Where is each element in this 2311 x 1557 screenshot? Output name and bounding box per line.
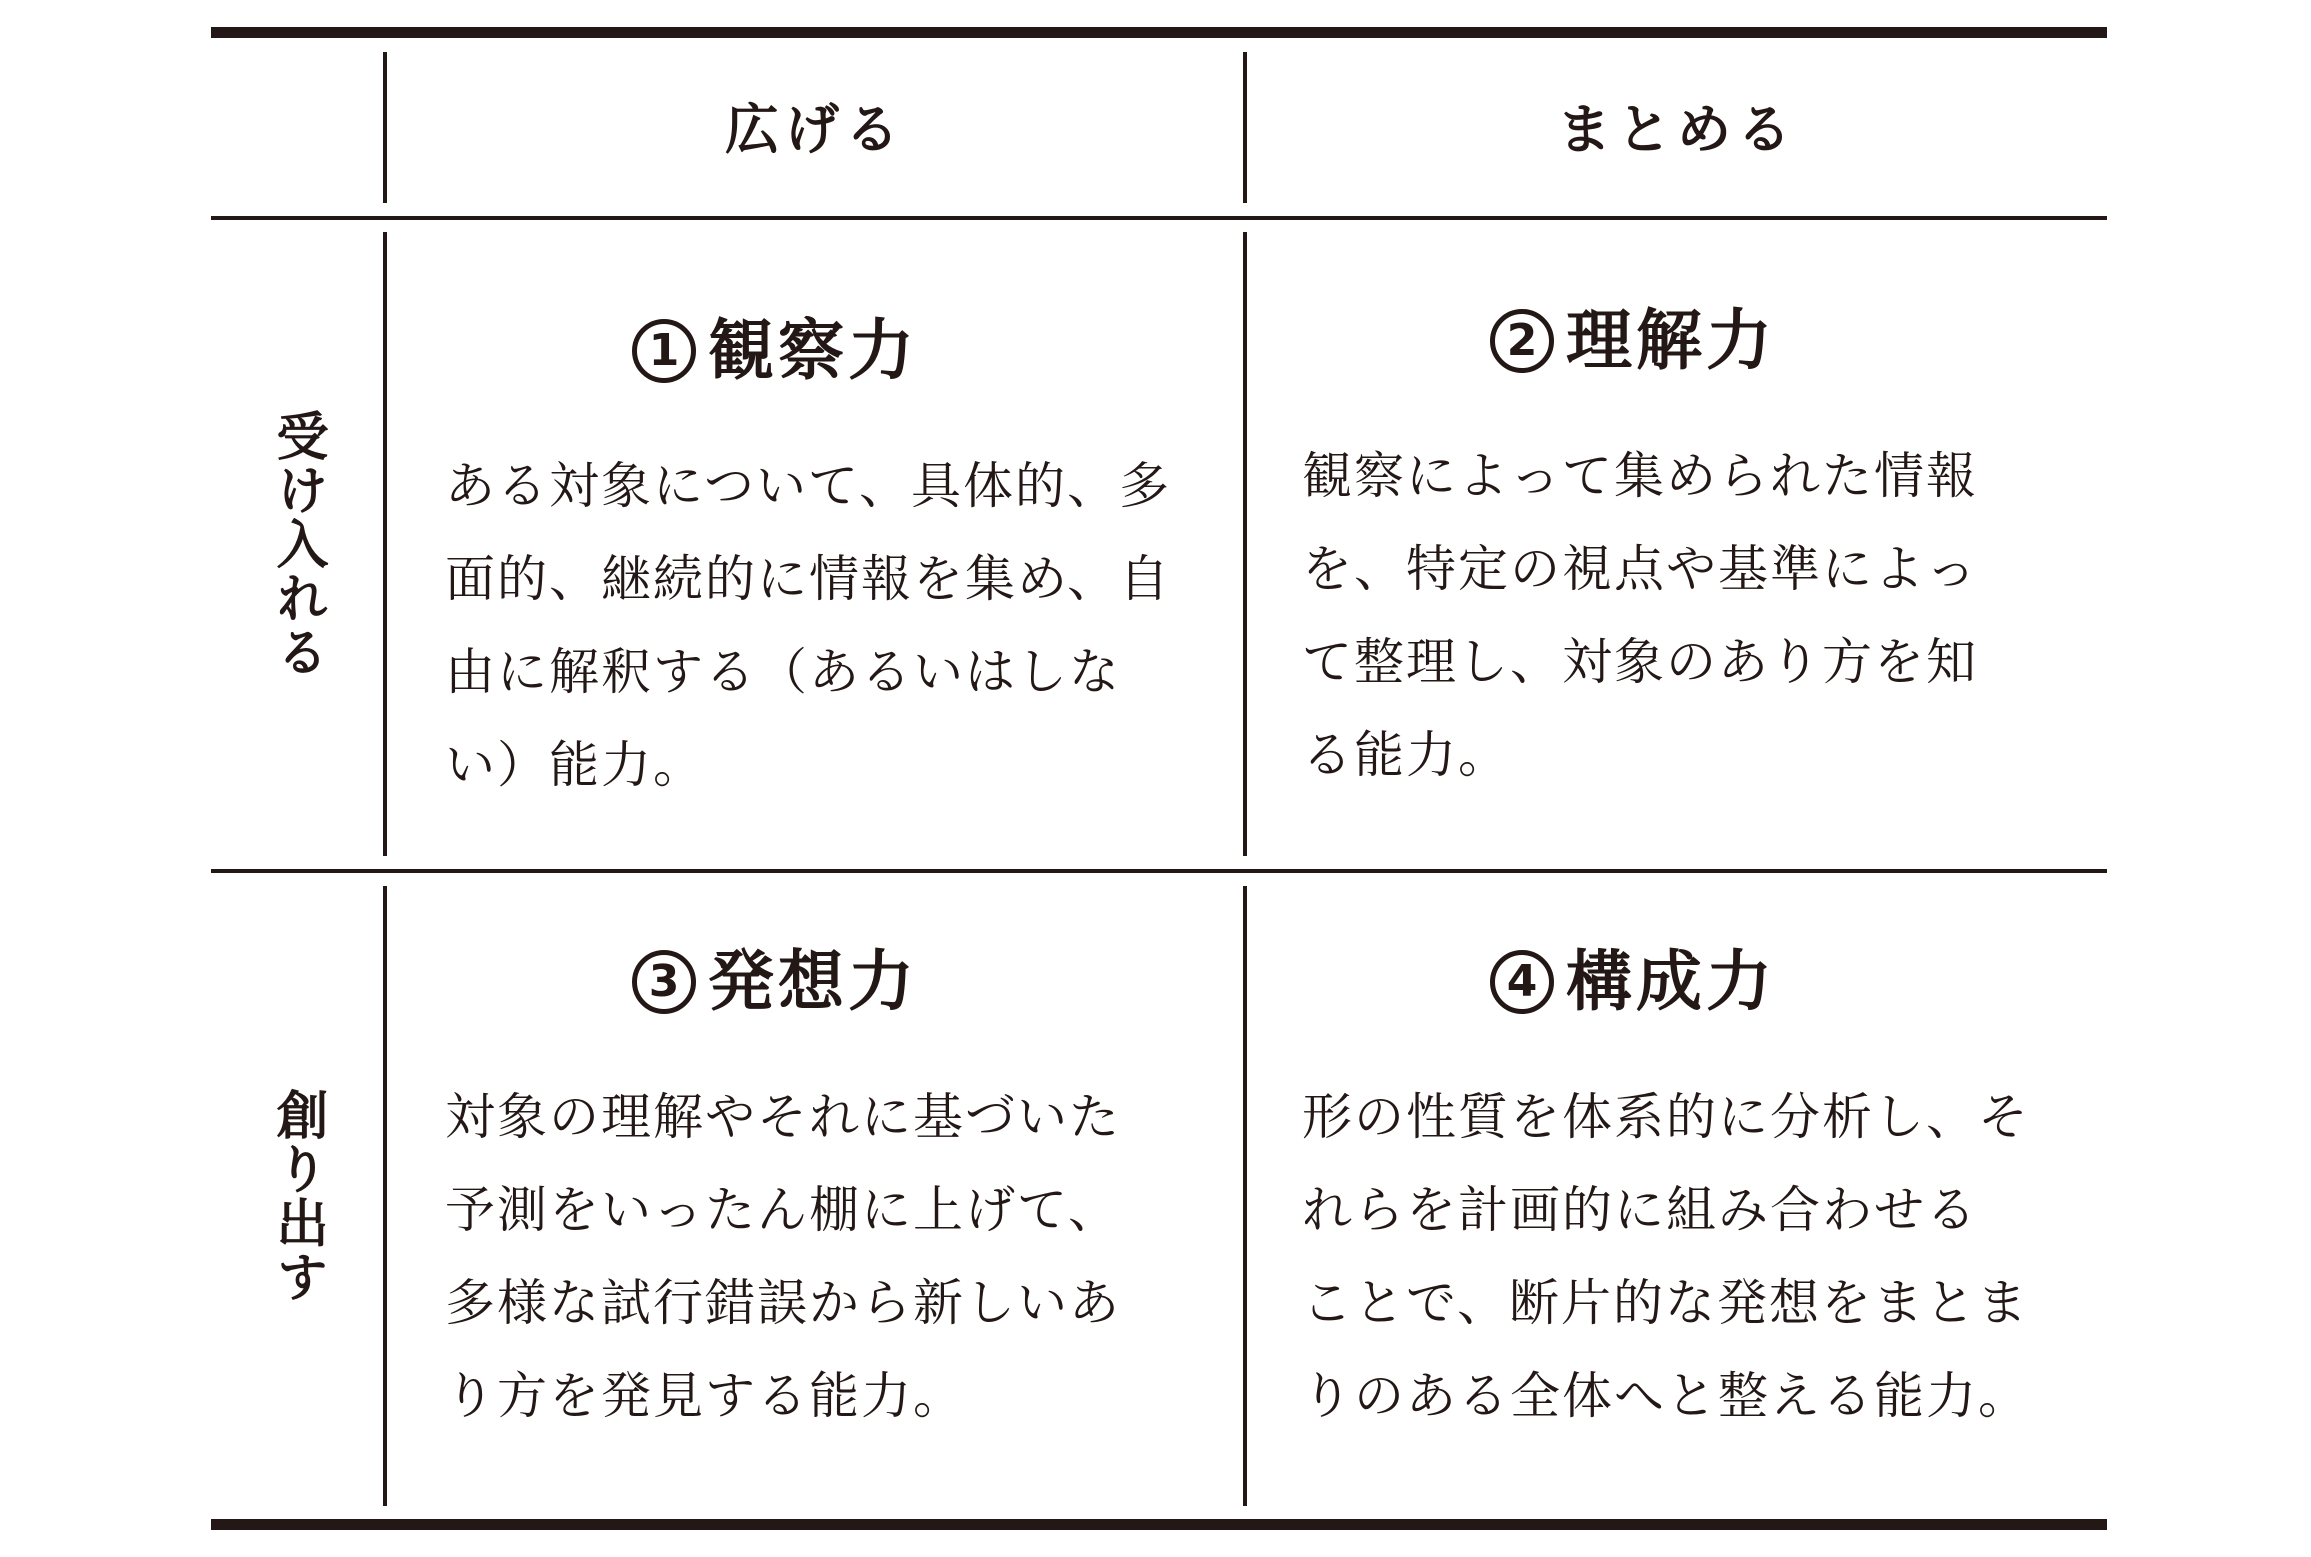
row-divider — [211, 869, 2107, 873]
cell-2-title-text: 理解力 — [1566, 302, 1776, 379]
cell-4-line: りのある全体へと整える能力。 — [1302, 1367, 2030, 1425]
cell-3-description — [445, 1071, 1121, 1443]
cell-1-line: 由に解釈する（あるいはしな — [445, 643, 1121, 701]
cell-1-line: 面的、継続的に情報を集め、自 — [445, 550, 1171, 608]
cell-1-description — [445, 440, 1171, 812]
circled-number-1: 1 — [632, 319, 696, 383]
top-rule — [211, 27, 2107, 38]
cell-2-line: を、特定の視点や基準によっ — [1302, 540, 1978, 598]
cell-2-description — [1302, 430, 1978, 802]
cell-1-title — [632, 311, 918, 391]
cell-4-description — [1302, 1071, 2030, 1443]
cell-2-title — [1490, 301, 1776, 381]
column-header-organize: まとめる — [1557, 98, 1797, 161]
cell-4-title — [1490, 942, 1776, 1022]
cell-3-line: 対象の理解やそれに基づいた — [445, 1088, 1121, 1146]
circled-number-3: 3 — [632, 950, 696, 1014]
cell-2-line: て整理し、対象のあり方を知 — [1302, 633, 1978, 691]
cell-4-title-text: 構成力 — [1566, 943, 1776, 1020]
circled-number-2: 2 — [1490, 309, 1554, 373]
cell-4-line: 形の性質を体系的に分析し、そ — [1302, 1088, 2030, 1146]
column-header-expand: 広げる — [725, 98, 905, 161]
row-header-create-label: 創り出す — [267, 1088, 327, 1304]
cell-3-line: 予測をいったん棚に上げて、 — [445, 1181, 1120, 1239]
circled-number-4: 4 — [1490, 950, 1554, 1014]
header-divider — [211, 216, 2107, 220]
column-divider-2-row-1 — [1243, 232, 1247, 856]
cell-2-line: 観察によって集められた情報 — [1302, 447, 1978, 505]
column-divider-1-row-2 — [383, 886, 387, 1506]
row-header-receive-label: 受け入れる — [267, 409, 327, 679]
cell-1-line: い）能力。 — [445, 736, 705, 794]
row-header-receive — [211, 232, 383, 856]
cell-1-title-text: 観察力 — [708, 312, 918, 389]
cell-2-line: る能力。 — [1302, 726, 1510, 784]
cell-4-line: ことで、断片的な発想をまとま — [1302, 1274, 2029, 1332]
cell-3-title-text: 発想力 — [708, 943, 918, 1020]
row-header-create — [211, 886, 383, 1506]
cell-1-line: ある対象について、具体的、多 — [445, 457, 1171, 515]
cell-3-line: り方を発見する能力。 — [445, 1367, 965, 1425]
column-divider-1-row-1 — [383, 232, 387, 856]
cell-4-line: れらを計画的に組み合わせる — [1302, 1181, 1978, 1239]
column-divider-2-row-2 — [1243, 886, 1247, 1506]
bottom-rule — [211, 1519, 2107, 1530]
cell-3-line: 多様な試行錯誤から新しいあ — [445, 1274, 1121, 1332]
cell-3-title — [632, 942, 918, 1022]
